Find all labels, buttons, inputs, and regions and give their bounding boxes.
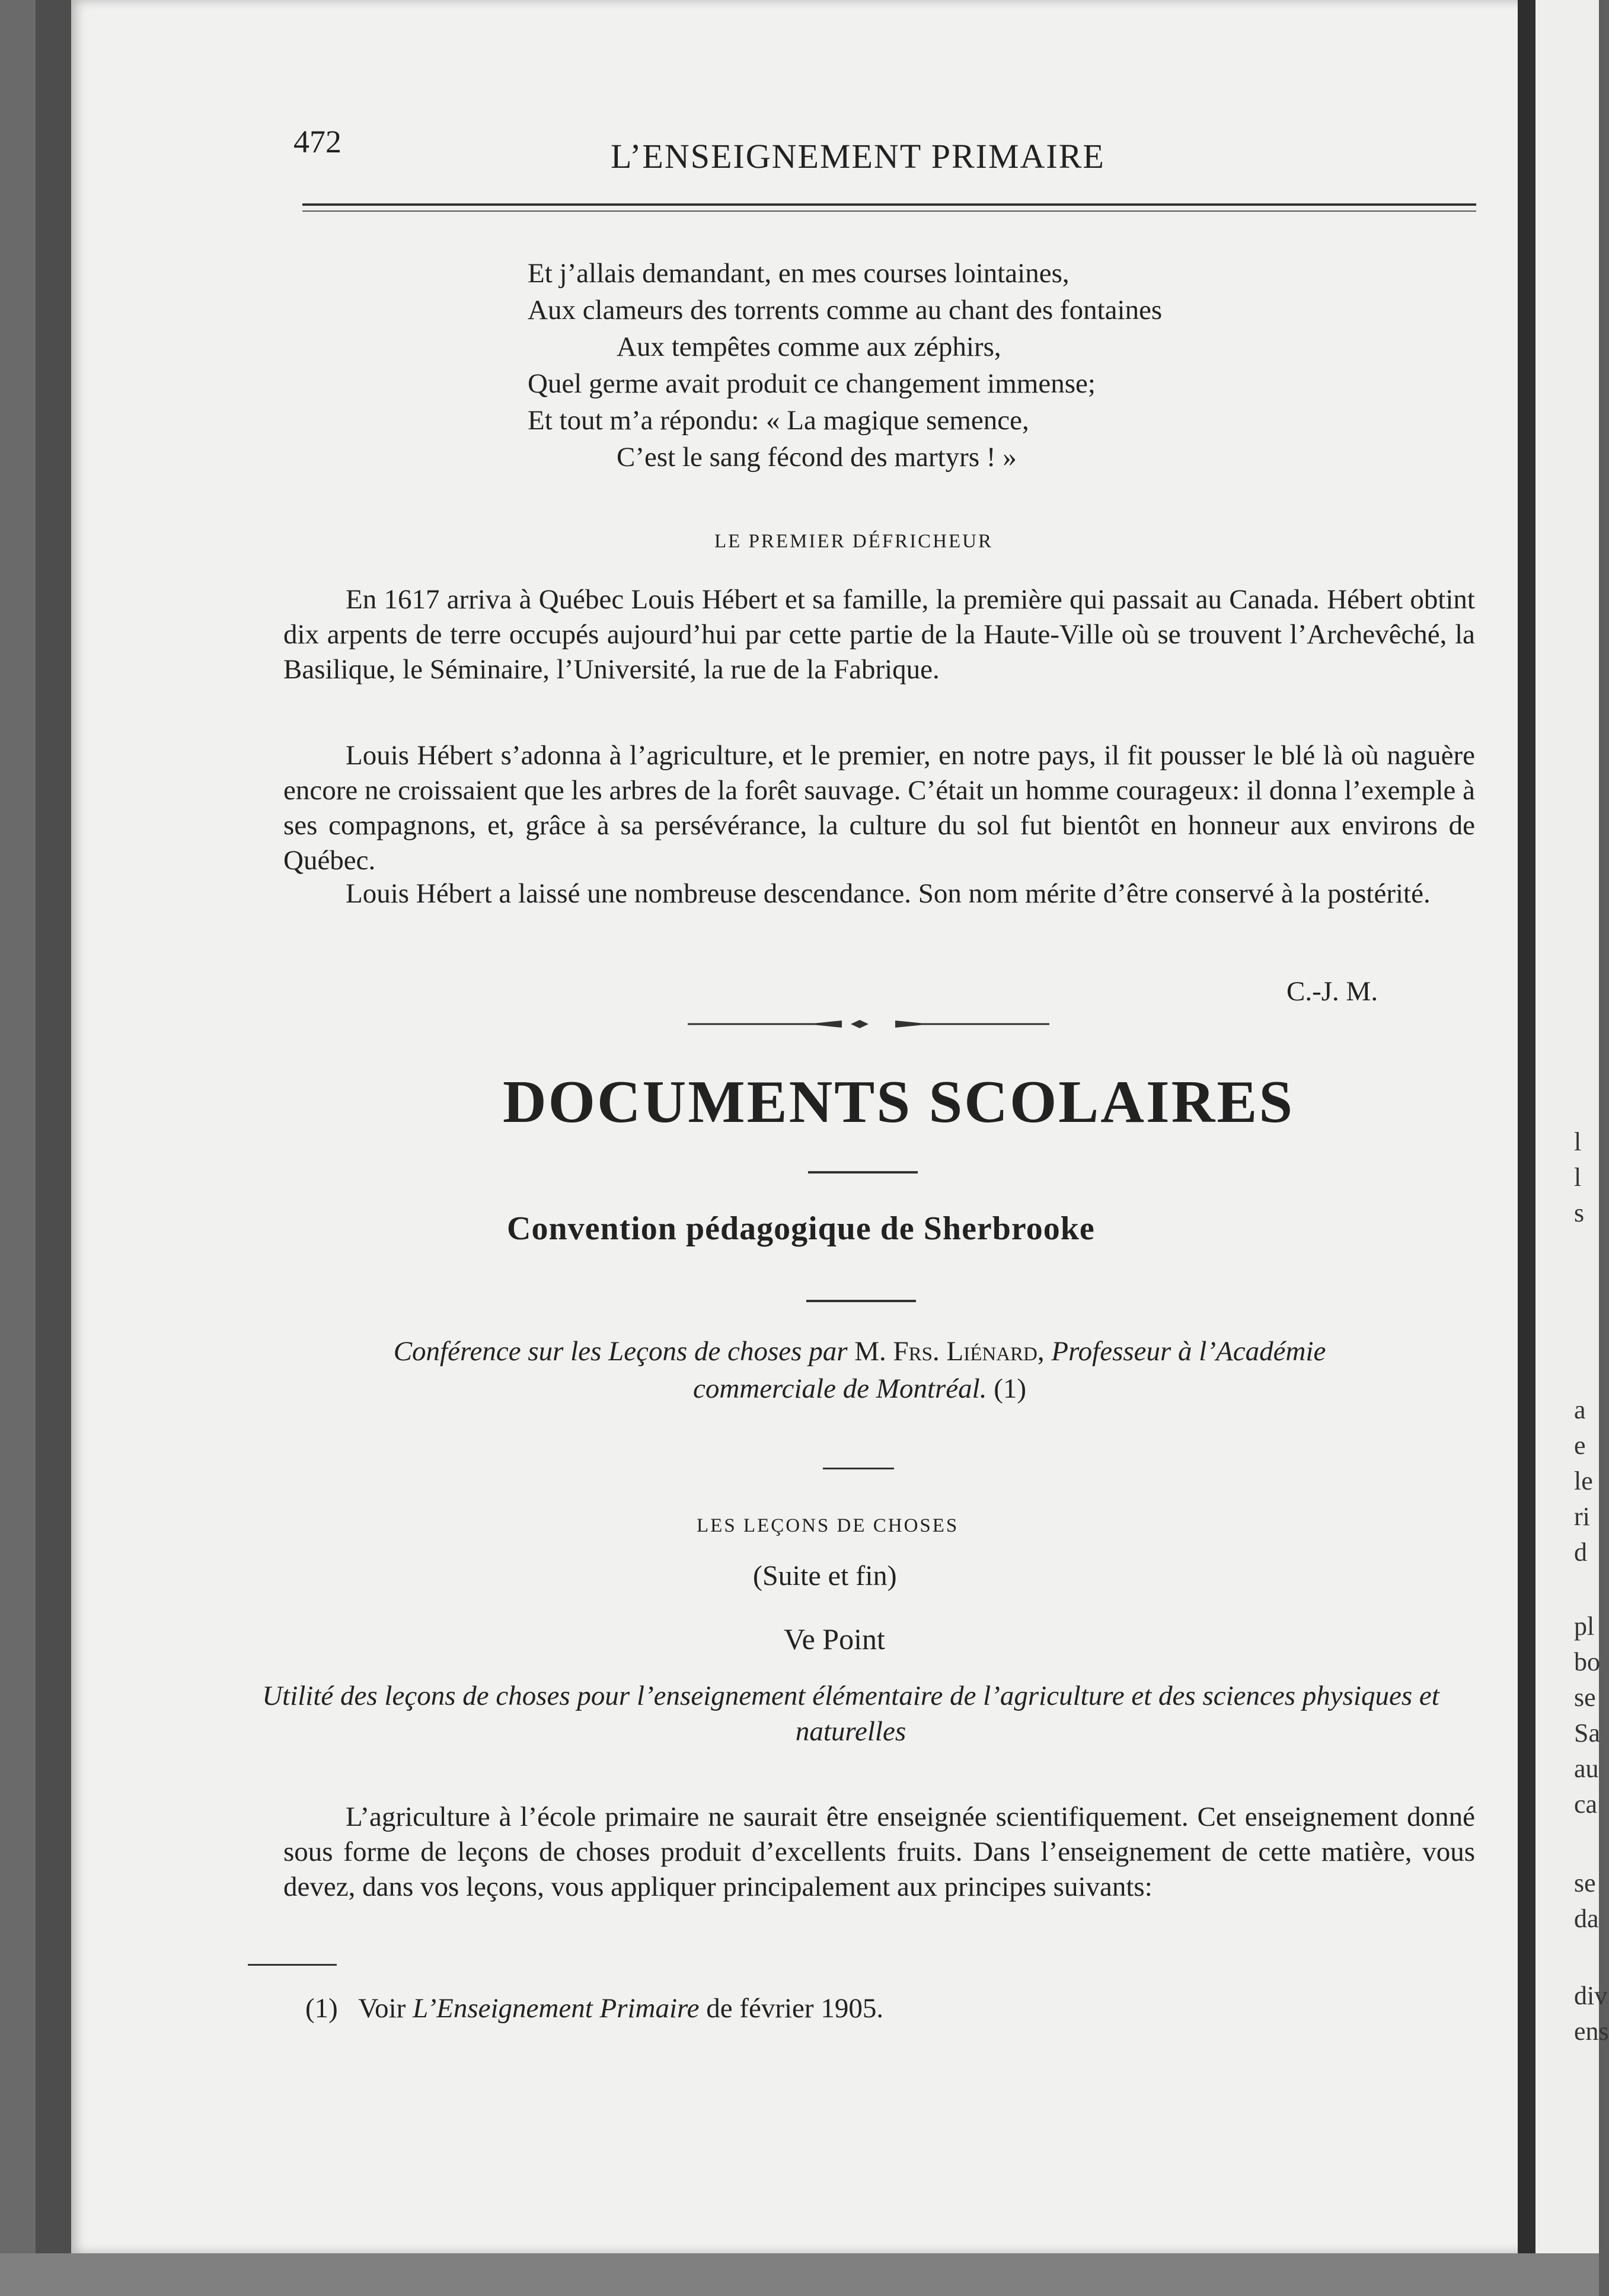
header-rule-thin <box>302 211 1476 212</box>
adjacent-page-fragment: ca <box>1574 1790 1598 1819</box>
footnote-rule <box>248 1964 337 1966</box>
book-gutter <box>1518 0 1535 2296</box>
body-paragraph <box>283 1800 1475 1905</box>
body-paragraph <box>283 582 1475 687</box>
adjacent-page-fragment: ri <box>1574 1502 1590 1531</box>
conference-author: M. Frs. Liénard, <box>854 1336 1045 1367</box>
poem-line: Aux clameurs des torrents comme au chant des fontaines <box>528 295 1163 326</box>
author-signature: C.-J. M. <box>1286 976 1378 1007</box>
adjacent-page-fragment: bo <box>1574 1647 1600 1676</box>
point-label: Ve Point <box>784 1622 885 1656</box>
title-rule <box>808 1171 918 1173</box>
adjacent-page-fragment: l <box>1574 1163 1582 1192</box>
suite-label: (Suite et fin) <box>753 1560 897 1592</box>
footnote-title: L’Enseignement Primaire <box>413 1993 700 2024</box>
adjacent-page-fragment: se <box>1574 1868 1596 1898</box>
adjacent-page-fragment: au <box>1574 1754 1599 1783</box>
adjacent-page-fragment: d <box>1574 1538 1587 1567</box>
footnote-reference: (1) <box>994 1373 1027 1404</box>
body-paragraph <box>283 876 1475 911</box>
poem-line: Et j’allais demandant, en mes courses lointaines, <box>528 258 1070 289</box>
scan-bottom-edge <box>0 2253 1599 2296</box>
adjacent-page-fragment: Sa <box>1574 1718 1600 1747</box>
lesson-heading: LES LEÇONS DE CHOSES <box>697 1515 959 1536</box>
paragraph-text: Louis Hébert a laissé une nombreuse descendance. Son nom mérite d’être conservé à la postérité. <box>346 878 1431 909</box>
adjacent-page-fragment: a <box>1574 1395 1586 1424</box>
adjacent-page-fragment: div <box>1574 1981 1608 2010</box>
conference-suffix: Professeur à l’Académie commerciale de Montréal. <box>692 1336 1326 1404</box>
footnote-suffix: de février 1905. <box>706 1993 884 2024</box>
paragraph-text: Louis Hébert s’adonna à l’agriculture, et le premier, en notre pays, il fit pousser le blé là où naguère encore ne croissaient que les arbres de la forêt sauvage. C’était un homme courageux: il donna l’exemple à ses compagnons, et, grâce à sa persévérance, la culture du sol fut bientôt en honneur aux environs de Québec. <box>283 740 1475 876</box>
section-heading: LE PREMIER DÉFRICHEUR <box>714 531 994 552</box>
poem-line: C’est le sang fécond des martyrs ! » <box>617 442 1017 473</box>
poem-line: Et tout m’a répondu: « La magique semence, <box>528 405 1029 436</box>
footnote-prefix: Voir <box>358 1993 406 2024</box>
ornamental-divider <box>688 1015 1049 1033</box>
conference-prefix: Conférence sur les Leçons de choses par <box>393 1336 848 1367</box>
adjacent-page-fragment: l <box>1574 1127 1582 1156</box>
adjacent-page-fragment: da <box>1574 1904 1599 1933</box>
adjacent-page-fragment: s <box>1574 1198 1585 1227</box>
paragraph-text: En 1617 arriva à Québec Louis Hébert et sa famille, la première qui passait au Canada. Hébert obtint dix arpents de terre occupés aujourd’hui par cette partie de la Haute-Ville où se trouvent l’Archevêché, la Basilique, le Séminaire, l’Université, la rue de la Fabrique. <box>283 584 1475 685</box>
section-title: DOCUMENTS SCOLAIRES <box>503 1069 1295 1136</box>
adjacent-page-fragment: pl <box>1574 1612 1595 1641</box>
subtitle-rule <box>806 1300 916 1302</box>
poem-line: Aux tempêtes comme aux zéphirs, <box>617 331 1001 362</box>
adjacent-page-fragment: e <box>1574 1431 1586 1460</box>
adjacent-page-fragment: ens <box>1574 2017 1609 2046</box>
adjacent-page-fragment: se <box>1574 1683 1596 1712</box>
paragraph-text: L’agriculture à l’école primaire ne saurait être enseignée scientifiquement. Cet enseignement donné sous forme de leçons de choses produit d’excellents fruits. Dans l’enseignement de cette matière, vous devez, dans vos leçons, vous appliquer principalement aux principes suivants: <box>283 1801 1475 1902</box>
adjacent-page-fragment: le <box>1574 1466 1593 1495</box>
poem-line: Quel germe avait produit ce changement immense; <box>528 368 1096 399</box>
running-head: L’ENSEIGNEMENT PRIMAIRE <box>611 137 1105 176</box>
body-paragraph <box>283 738 1475 878</box>
conference-line <box>368 1333 1352 1408</box>
header-rule-thick <box>302 203 1476 206</box>
subsection-title: Convention pédagogique de Sherbrooke <box>507 1210 1095 1247</box>
page-number: 472 <box>293 124 341 160</box>
poem-stanza <box>528 255 1162 476</box>
point-heading: Utilité des leçons de choses pour l’enseignement élémentaire de l’agriculture et des sciences physiques et naturelles <box>262 1680 1439 1747</box>
footnote-marker: (1) <box>305 1993 338 2024</box>
footnote <box>305 1992 883 2024</box>
conference-rule <box>823 1468 894 1469</box>
